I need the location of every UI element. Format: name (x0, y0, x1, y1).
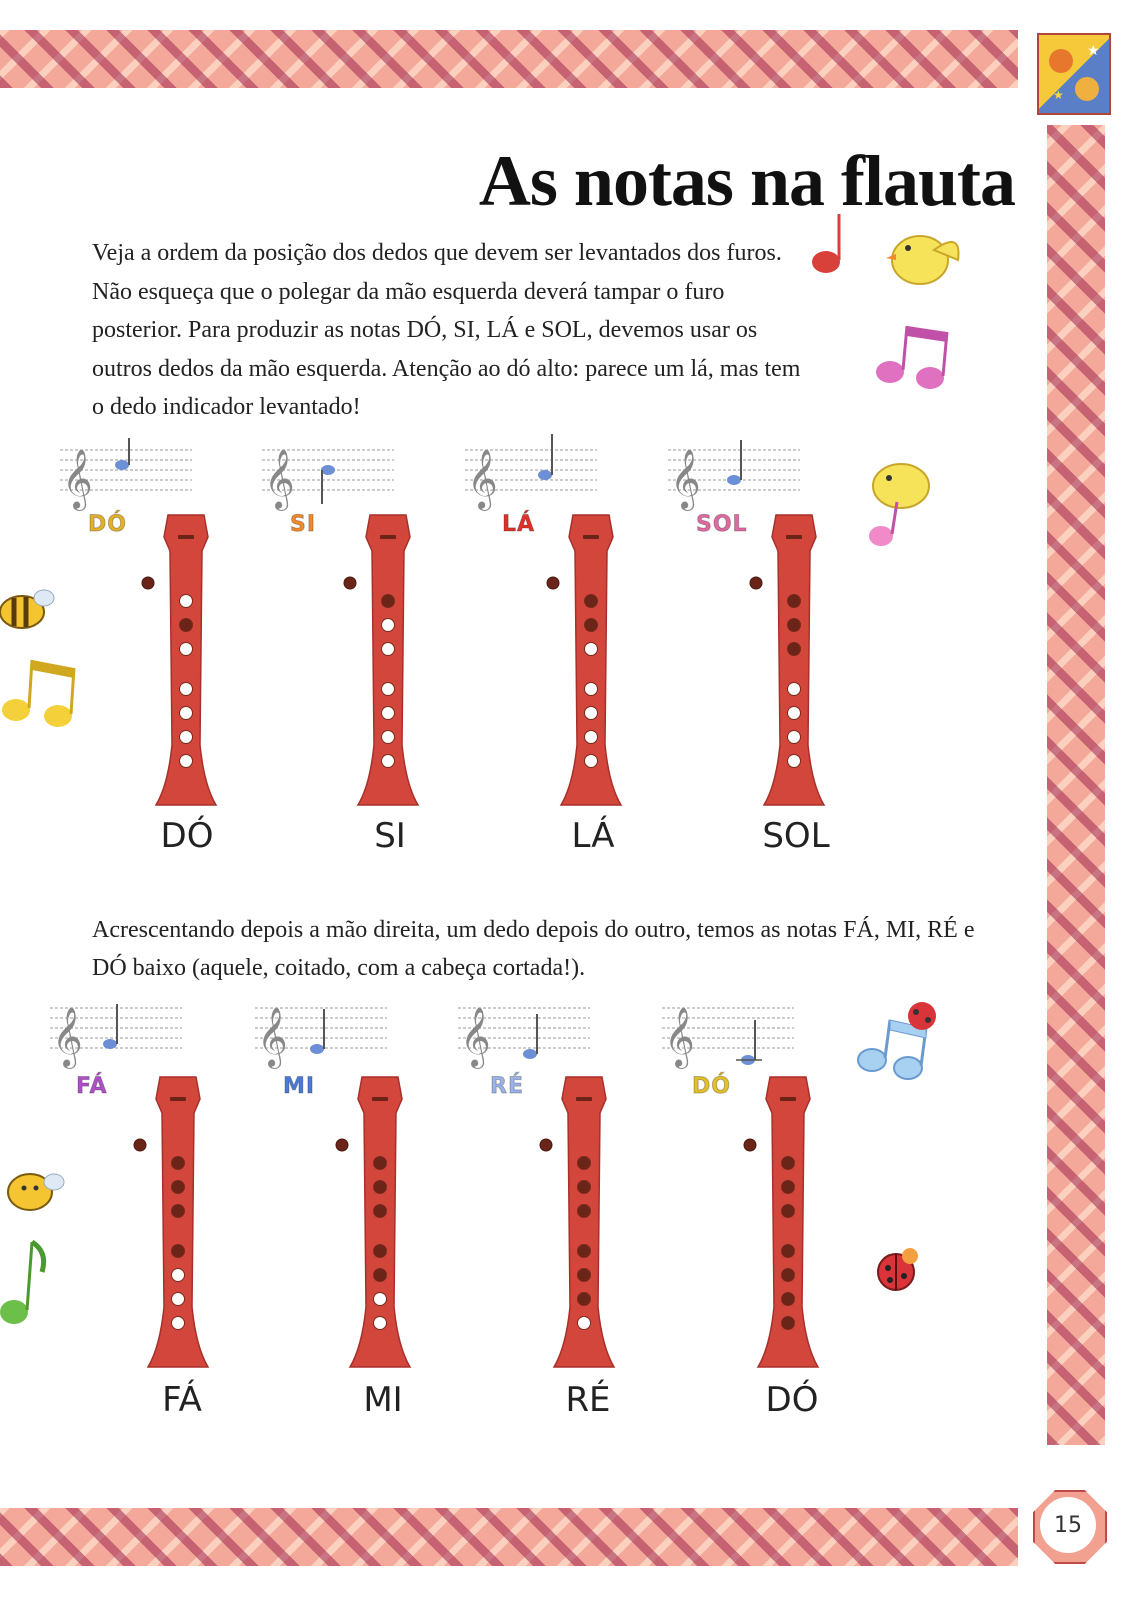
recorder-mouth (780, 1097, 796, 1101)
closed-hole (782, 1157, 795, 1170)
yellow-double-note-icon (0, 650, 84, 730)
open-hole (585, 731, 598, 744)
svg-text:𝄞: 𝄞 (62, 449, 93, 509)
yellow-bird-with-note-icon (855, 440, 945, 560)
open-hole (788, 731, 801, 744)
note-label-mi: MI (363, 1380, 403, 1420)
svg-text:𝄞: 𝄞 (52, 1007, 83, 1067)
staff-si (262, 438, 402, 520)
music-staff-icon (262, 438, 402, 520)
music-staff-icon (60, 438, 200, 520)
open-hole (382, 643, 395, 656)
staff-do-high (60, 438, 200, 520)
open-hole (172, 1293, 185, 1306)
open-hole (172, 1317, 185, 1330)
staff-sol (668, 438, 808, 520)
closed-hole (374, 1205, 387, 1218)
staff-label-re: RÉ (490, 1074, 524, 1099)
music-staff-icon (465, 438, 605, 520)
thumb-hole (540, 1139, 552, 1151)
open-hole (180, 643, 193, 656)
closed-hole (788, 643, 801, 656)
open-hole (180, 683, 193, 696)
staff-mi (255, 996, 395, 1078)
closed-hole (585, 595, 598, 608)
open-hole (382, 731, 395, 744)
note-label-si: SI (374, 816, 406, 856)
open-hole (180, 595, 193, 608)
music-staff-icon (668, 438, 808, 520)
svg-text:𝄞: 𝄞 (264, 449, 295, 509)
recorder-icon (543, 515, 643, 815)
closed-hole (172, 1205, 185, 1218)
ladybug-icon (870, 1240, 930, 1300)
right-zigzag-border (1047, 125, 1105, 1445)
recorder-mouth (178, 535, 194, 539)
closed-hole (782, 1317, 795, 1330)
open-hole (382, 755, 395, 768)
thumb-hole (336, 1139, 348, 1151)
closed-hole (578, 1181, 591, 1194)
music-staff-icon (662, 996, 802, 1078)
closed-hole (782, 1293, 795, 1306)
closed-hole (782, 1205, 795, 1218)
thumb-hole (750, 577, 762, 589)
open-hole (180, 755, 193, 768)
thumb-hole (744, 1139, 756, 1151)
staff-fa (50, 996, 190, 1078)
staff-label-mi: MI (283, 1074, 316, 1099)
yellow-chick-icon (878, 220, 968, 295)
right-hand-paragraph: Acrescentando depois a mão direita, um dedo depois do outro, temos as notas FÁ, MI, RÉ e DÓ baixo (aquele, coitado, com a cabeça cortada!). (92, 917, 975, 981)
open-hole (788, 755, 801, 768)
open-hole (172, 1269, 185, 1282)
recorder-re (536, 1077, 636, 1377)
note-label-do-high: DÓ (160, 816, 214, 856)
blue-double-note-with-ladybug-icon (852, 996, 952, 1092)
recorder-la (543, 515, 643, 815)
staff-re (458, 996, 598, 1078)
svg-text:★: ★ (1053, 88, 1064, 102)
recorder-mouth (576, 1097, 592, 1101)
recorder-icon (332, 1077, 432, 1377)
open-hole (788, 683, 801, 696)
recorder-icon (130, 1077, 230, 1377)
open-hole (382, 707, 395, 720)
closed-hole (374, 1245, 387, 1258)
recorder-icon (340, 515, 440, 815)
open-hole (585, 755, 598, 768)
note-label-do-low: DÓ (765, 1380, 819, 1420)
open-hole (382, 683, 395, 696)
closed-hole (180, 619, 193, 632)
closed-hole (578, 1269, 591, 1282)
staff-la (465, 438, 605, 520)
note-label-la: LÁ (571, 816, 615, 856)
recorder-si (340, 515, 440, 815)
recorder-fa (130, 1077, 230, 1377)
closed-hole (578, 1293, 591, 1306)
open-hole (374, 1317, 387, 1330)
recorder-do-low (740, 1077, 840, 1377)
bottom-zigzag-border (0, 1508, 1018, 1566)
staff-label-sol: SOL (696, 512, 748, 537)
svg-text:★: ★ (1087, 43, 1100, 59)
recorder-mouth (380, 535, 396, 539)
closed-hole (578, 1157, 591, 1170)
closed-hole (374, 1181, 387, 1194)
closed-hole (788, 619, 801, 632)
recorder-mi (332, 1077, 432, 1377)
closed-hole (578, 1245, 591, 1258)
open-hole (585, 683, 598, 696)
sun-moon-corner-icon (1037, 33, 1111, 115)
closed-hole (782, 1245, 795, 1258)
intro-paragraph: Veja a ordem da posição dos dedos que devem ser levantados dos furos. Não esqueça que o polegar da mão esquerda deverá tampar o furo posterior. Para produzir as notas DÓ, SI, LÁ e SOL, devemos usar os outros dedos da mão esquerda. Atenção ao dó alto: parece um lá, mas tem o dedo indicador levantado! (92, 240, 801, 420)
closed-hole (374, 1157, 387, 1170)
open-hole (578, 1317, 591, 1330)
staff-do-low (662, 996, 802, 1078)
staff-label-do-high: DÓ (88, 512, 127, 537)
red-music-note-icon (808, 210, 858, 280)
staff-label-do-low: DÓ (692, 1074, 731, 1099)
music-staff-icon (50, 996, 190, 1078)
recorder-mouth (170, 1097, 186, 1101)
recorder-icon (536, 1077, 636, 1377)
note-label-re: RÉ (565, 1380, 611, 1420)
open-hole (382, 619, 395, 632)
svg-text:𝄞: 𝄞 (257, 1007, 288, 1067)
recorder-sol (746, 515, 846, 815)
svg-text:𝄞: 𝄞 (670, 449, 701, 509)
closed-hole (585, 619, 598, 632)
closed-hole (578, 1205, 591, 1218)
closed-hole (782, 1269, 795, 1282)
open-hole (585, 643, 598, 656)
recorder-mouth (372, 1097, 388, 1101)
closed-hole (382, 595, 395, 608)
recorder-icon (740, 1077, 840, 1377)
closed-hole (172, 1157, 185, 1170)
open-hole (374, 1293, 387, 1306)
svg-text:𝄞: 𝄞 (664, 1007, 695, 1067)
svg-text:𝄞: 𝄞 (467, 449, 498, 509)
thumb-hole (142, 577, 154, 589)
staff-label-si: SI (290, 512, 317, 537)
staff-label-fa: FÁ (76, 1074, 108, 1099)
music-staff-icon (255, 996, 395, 1078)
music-staff-icon (458, 996, 598, 1078)
open-hole (788, 707, 801, 720)
recorder-mouth (786, 535, 802, 539)
open-hole (585, 707, 598, 720)
closed-hole (782, 1181, 795, 1194)
open-hole (180, 707, 193, 720)
pink-double-note-icon (872, 316, 956, 392)
bee-icon-2 (0, 1160, 66, 1220)
open-hole (180, 731, 193, 744)
page-title: As notas na flauta (478, 141, 1015, 221)
closed-hole (374, 1269, 387, 1282)
sun-moon-icon (1039, 35, 1109, 113)
recorder-do-high (138, 515, 238, 815)
thumb-hole (134, 1139, 146, 1151)
page-number: 15 (1040, 1497, 1096, 1553)
thumb-hole (344, 577, 356, 589)
note-label-fa: FÁ (162, 1380, 202, 1420)
closed-hole (172, 1181, 185, 1194)
thumb-hole (547, 577, 559, 589)
closed-hole (788, 595, 801, 608)
recorder-mouth (583, 535, 599, 539)
recorder-icon (138, 515, 238, 815)
closed-hole (172, 1245, 185, 1258)
bee-icon (0, 580, 60, 640)
green-music-note-icon (0, 1232, 50, 1332)
top-zigzag-border (0, 30, 1018, 88)
svg-text:𝄞: 𝄞 (460, 1007, 491, 1067)
staff-label-la: LÁ (502, 512, 536, 537)
note-label-sol: SOL (762, 816, 830, 856)
recorder-icon (746, 515, 846, 815)
